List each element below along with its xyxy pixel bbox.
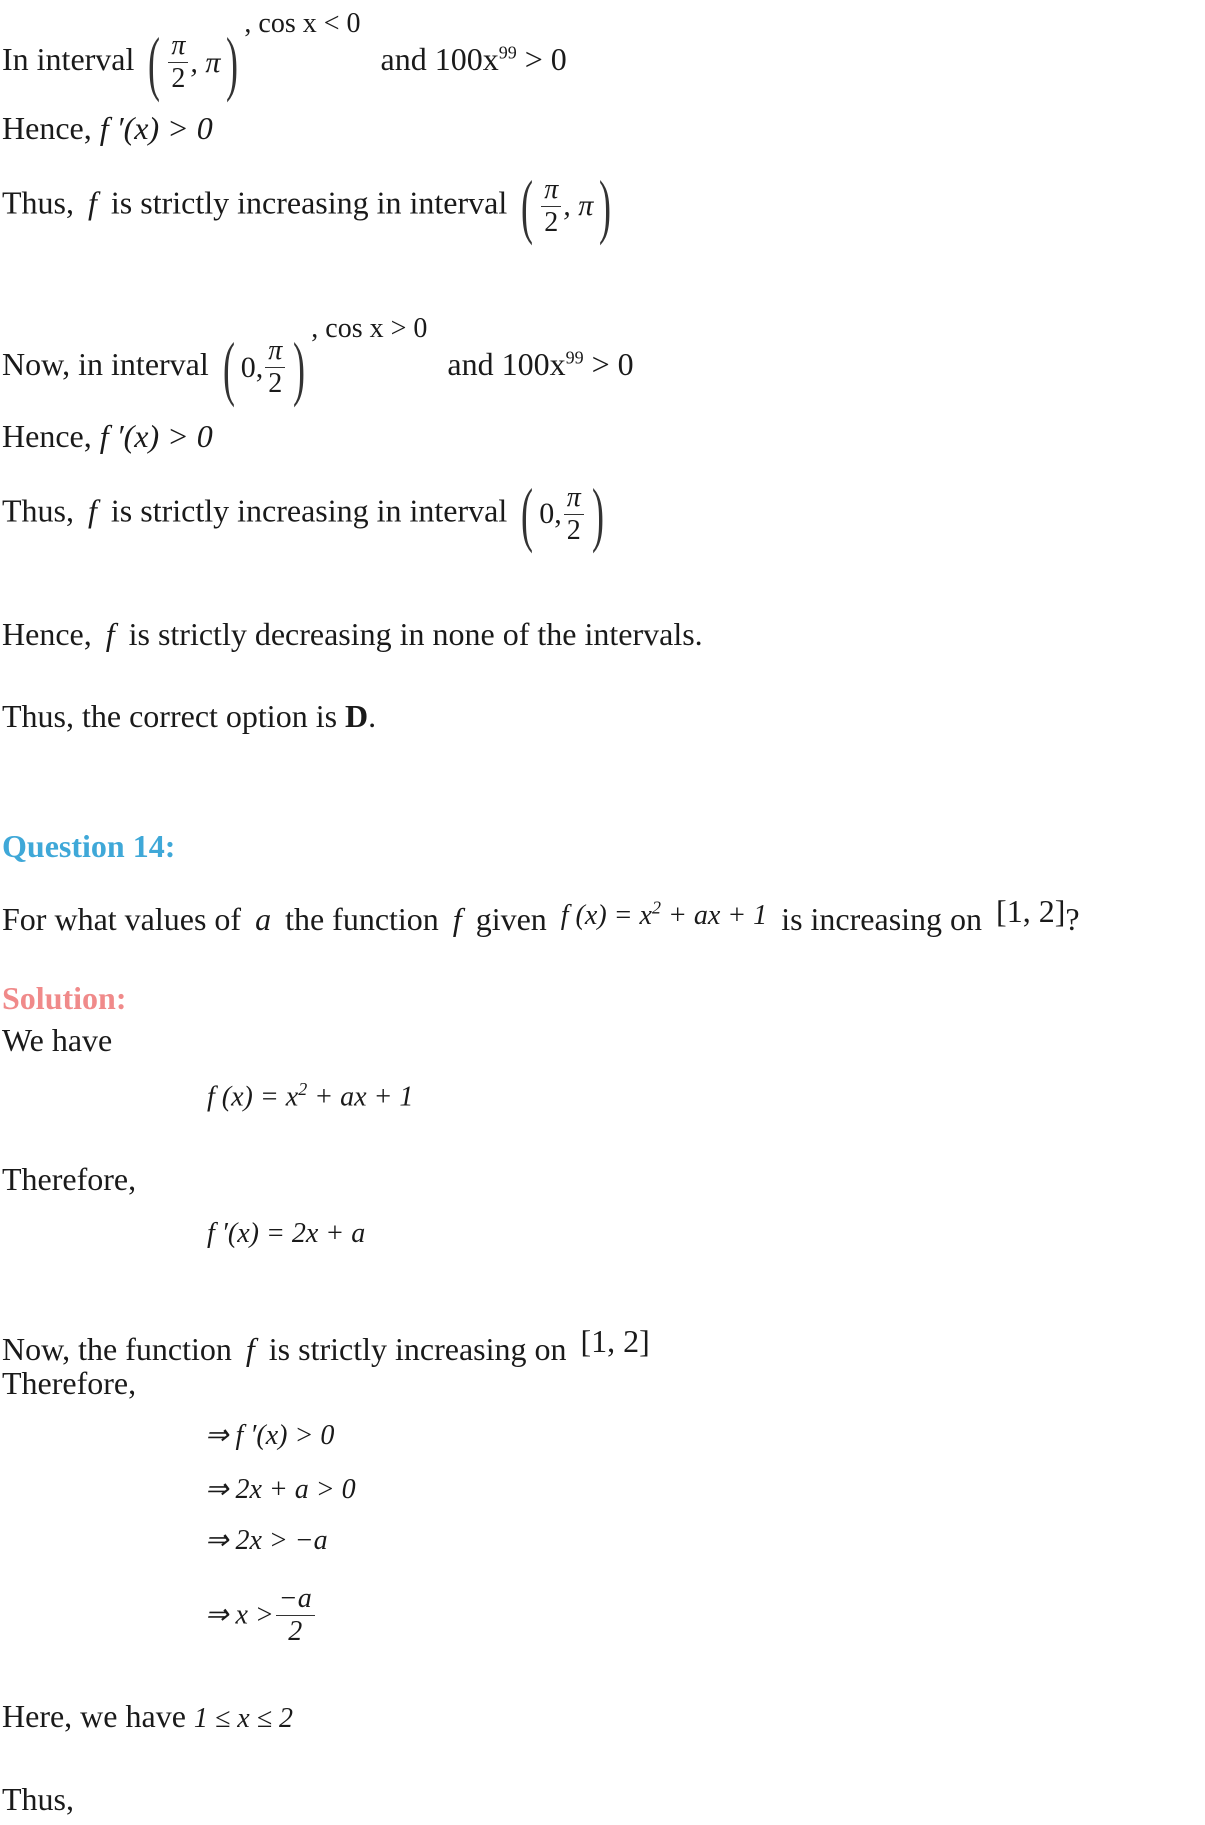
text: is strictly decreasing in none of the intervals. [128,616,703,652]
math: + ax + 1 [660,900,768,931]
text: Thus, [2,184,74,221]
line-thus-1 [2,166,617,246]
line-here-we-have [2,1700,293,1733]
math: f [245,1331,255,1367]
equation-f-prime: f ′(x) = 2x + a [207,1218,366,1249]
fraction-denominator: 2 [268,368,283,400]
function-definition [560,897,768,931]
text: Here, we have [2,1698,186,1734]
math: , π [563,189,594,222]
interval-zero-pi-half: ( 0, $\frac{\pi}{2}$ ) [521,474,604,554]
line-therefore-1: Therefore, [2,1161,137,1197]
cos-condition: , cos x < 0 [244,8,361,39]
math: 1 ≤ x ≤ 2 [193,1703,294,1734]
line-hence-2 [2,420,213,452]
math: f [88,184,97,221]
math: 0, [240,350,264,384]
line-therefore-2: Therefore, [2,1365,137,1401]
fraction-numerator: π [541,176,561,207]
text: given [475,901,547,937]
fraction-denominator: 2 [566,514,581,546]
text: is strictly increasing in interval [110,184,508,221]
math: f ′(x) > 0 [99,418,213,454]
math: f [452,901,462,937]
text: . [368,698,377,734]
exponent: 99 [498,42,517,63]
exponent: 99 [565,347,584,368]
equation-f [207,1080,413,1111]
text: Now, in interval [2,346,209,382]
question-heading: Question 14: [2,828,176,864]
text: Hence, [2,110,92,146]
text: and 100x [380,41,499,77]
text: Hence, [2,616,92,652]
interval-pi-half-pi: ( $\frac{\pi}{2}$ , π ) [521,166,612,246]
fraction-denominator: 2 [288,1616,303,1647]
interval-zero-pi-half: ( 0, $\frac{\pi}{2}$ ) [222,327,306,408]
text: Hence, [2,418,92,454]
interval: [1, 2] [580,1323,650,1359]
text: is strictly increasing in interval [110,492,508,529]
line-now-interval [2,313,634,408]
text: is increasing on [781,901,983,937]
math: > 0 [583,346,634,382]
solution-heading: Solution: [2,980,127,1016]
step-2: ⇒ 2x + a > 0 [205,1474,356,1505]
line-decreasing-none [2,618,703,650]
answer-option: D [345,698,369,734]
math: f (x) = x [560,900,652,931]
text: the function [285,901,439,937]
math: + ax + 1 [307,1081,414,1113]
text: and 100x [447,346,566,382]
math: > 0 [516,41,567,77]
math: f ′(x) > 0 [99,110,213,146]
fraction-denominator: 2 [171,63,186,95]
line-correct-option [2,700,376,732]
line-now-function [2,1325,650,1365]
math: f [105,616,115,652]
line-hence-1 [2,112,213,144]
line-thus-final: Thus, [2,1781,74,1817]
fraction-denominator: 2 [544,206,559,238]
interval-pi-half-pi: ( $\frac{\pi}{2}$ , π ) [148,22,239,103]
math: f (x) = x [207,1081,299,1113]
text: Thus, [2,492,74,529]
interval: [1, 2] [996,893,1066,929]
math: ⇒ x > [205,1599,274,1631]
step-4 [205,1585,317,1646]
line-interval-pi2-pi [2,8,567,103]
fraction-numerator: −a [276,1585,315,1616]
text: In interval [2,41,135,77]
fraction-numerator: π [564,484,584,515]
fraction-numerator: π [168,32,188,63]
question-text [2,895,1080,935]
line-thus-2 [2,474,610,554]
math: 0, [539,497,562,530]
exponent: 2 [651,897,661,918]
text: Now, the function [2,1331,232,1367]
text: For what values of [2,901,242,937]
text: is strictly increasing on [268,1331,567,1367]
math: f [88,492,97,529]
cos-condition: , cos x > 0 [311,313,428,344]
step-3: ⇒ 2x > −a [205,1525,328,1556]
math: , π [190,45,221,79]
step-1: ⇒ f ′(x) > 0 [205,1420,335,1451]
exponent: 2 [298,1079,308,1099]
text: ? [1065,901,1080,937]
line-we-have: We have [2,1022,113,1058]
fraction-numerator: π [265,337,285,368]
text: Thus, the correct option is [2,698,338,734]
math: a [255,901,272,937]
